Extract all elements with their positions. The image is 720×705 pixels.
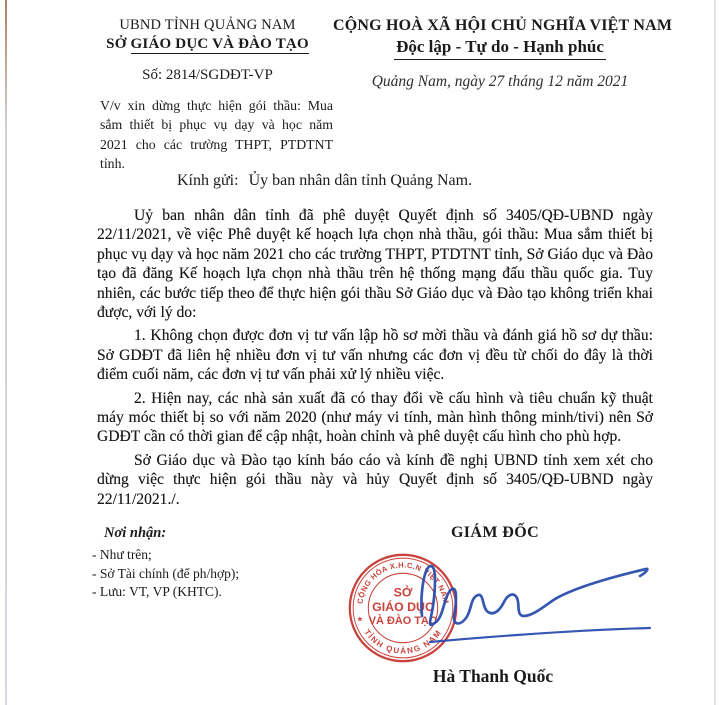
document-subject: V/v xin dừng thực hiện gói thầu: Mua sắm thiết bị phục vụ dạy và học năm 2021 cho các trường THPT, PTDTNT tỉnh. — [100, 98, 333, 171]
signer-title: GIÁM ĐỐC — [450, 524, 540, 541]
seal-ring-bottom-text: TỈNH QUẢNG NAM — [362, 627, 444, 656]
scan-edge-right — [714, 0, 716, 705]
country-title: CỘNG HOÀ XÃ HỘI CHỦ NGHĨA VIỆT NAM — [333, 17, 673, 34]
parent-agency: UBND TỈNH QUẢNG NAM — [119, 17, 296, 33]
seal-ring-top-text: CỘNG HÒA X.H.C.N VIỆT NAM — [355, 560, 451, 605]
national-motto-block — [333, 16, 673, 92]
seal-center-line3: VÀ ĐÀO TẠO — [368, 615, 438, 628]
scan-edge-left — [5, 0, 7, 705]
agency-name-underlined: GIÁO DỤC VÀ ĐÀO TẠO — [130, 36, 309, 52]
body-paragraph: Sở Giáo dục và Đào tạo kính báo cáo và kính đề nghị UBND tỉnh xem xét cho dừng việc thực hiện gói thầu này và hủy Quyết định số 3405/QĐ-UBND ngày 22/11/2021./. — [97, 451, 653, 508]
issuing-agency-block — [80, 16, 335, 85]
seal-center-line1: SỞ — [393, 585, 413, 600]
letter-body — [97, 206, 653, 513]
body-paragraph: 2. Hiện nay, các nhà sản xuất đã có thay đổi về cấu hình và tiêu chuẩn kỹ thuật máy móc thiết bị so với năm 2020 (như máy vi tính, màn hình thông minh/tivi) nên Sở GDĐT cần có thời gian để cập nhật, hoàn chỉnh và phê duyệt cấu hình cho phù hợp. — [97, 389, 653, 446]
recipient-line: - Như trên; — [92, 547, 152, 562]
signer-name: Hà Thanh Quốc — [432, 666, 554, 686]
salutation-recipient: Ủy ban nhân dân tỉnh Quảng Nam. — [248, 172, 473, 189]
recipient-line: - Sở Tài chính (để ph/hợp); — [92, 565, 240, 581]
salutation-label: Kính gửi: — [177, 172, 239, 189]
place-dateline: Quảng Nam, ngày 27 tháng 12 năm 2021 — [371, 73, 629, 90]
star-icon: ★ — [356, 614, 364, 624]
signature-stroke — [421, 566, 647, 625]
signature-underline — [430, 628, 650, 642]
seal-center-line2: GIÁO DỤC — [372, 599, 434, 614]
recipients-label: Nơi nhận: — [104, 525, 167, 541]
body-paragraph: 1. Không chọn được đơn vị tư vấn lập hồ sơ mời thầu và đánh giá hồ sơ dự thầu: Sở GDĐT đã liên hệ nhiều đơn vị tư vấn nhưng các đơn vị đều từ chối do đây là thời điểm cuối năm, các đơn vị tư vấn phải xử lý nhiều việc. — [97, 327, 653, 384]
handwritten-signature — [408, 556, 658, 648]
agency-name: SỞ GIÁO DỤC VÀ ĐÀO TẠO — [106, 36, 309, 52]
recipient-line: - Lưu: VT, VP (KHTC). — [92, 584, 222, 599]
recipients-list — [92, 546, 239, 602]
salutation — [177, 172, 472, 190]
document-number: Số: 2814/SGDĐT-VP — [142, 67, 273, 83]
motto: Độc lập - Tự do - Hạnh phúc — [394, 37, 606, 60]
body-paragraph: Uỷ ban nhân dân tỉnh đã phê duyệt Quyết định số 3405/QĐ-UBND ngày 22/11/2021, về việc Phê duyệt kế hoạch lựa chọn nhà thầu, gói thầu: Mua sắm thiết bị phục vụ dạy và học năm 2021 cho các trường THPT, PTDTNT tỉnh, Sở Giáo dục và Đào tạo đã đăng Kế hoạch lựa chọn nhà thầu trên hệ thống mạng đấu thầu quốc gia. Tuy nhiên, các bước tiếp theo để thực hiện gói thầu Sở Giáo dục và Đào tạo không triển khai được, với lý do: — [97, 207, 653, 322]
